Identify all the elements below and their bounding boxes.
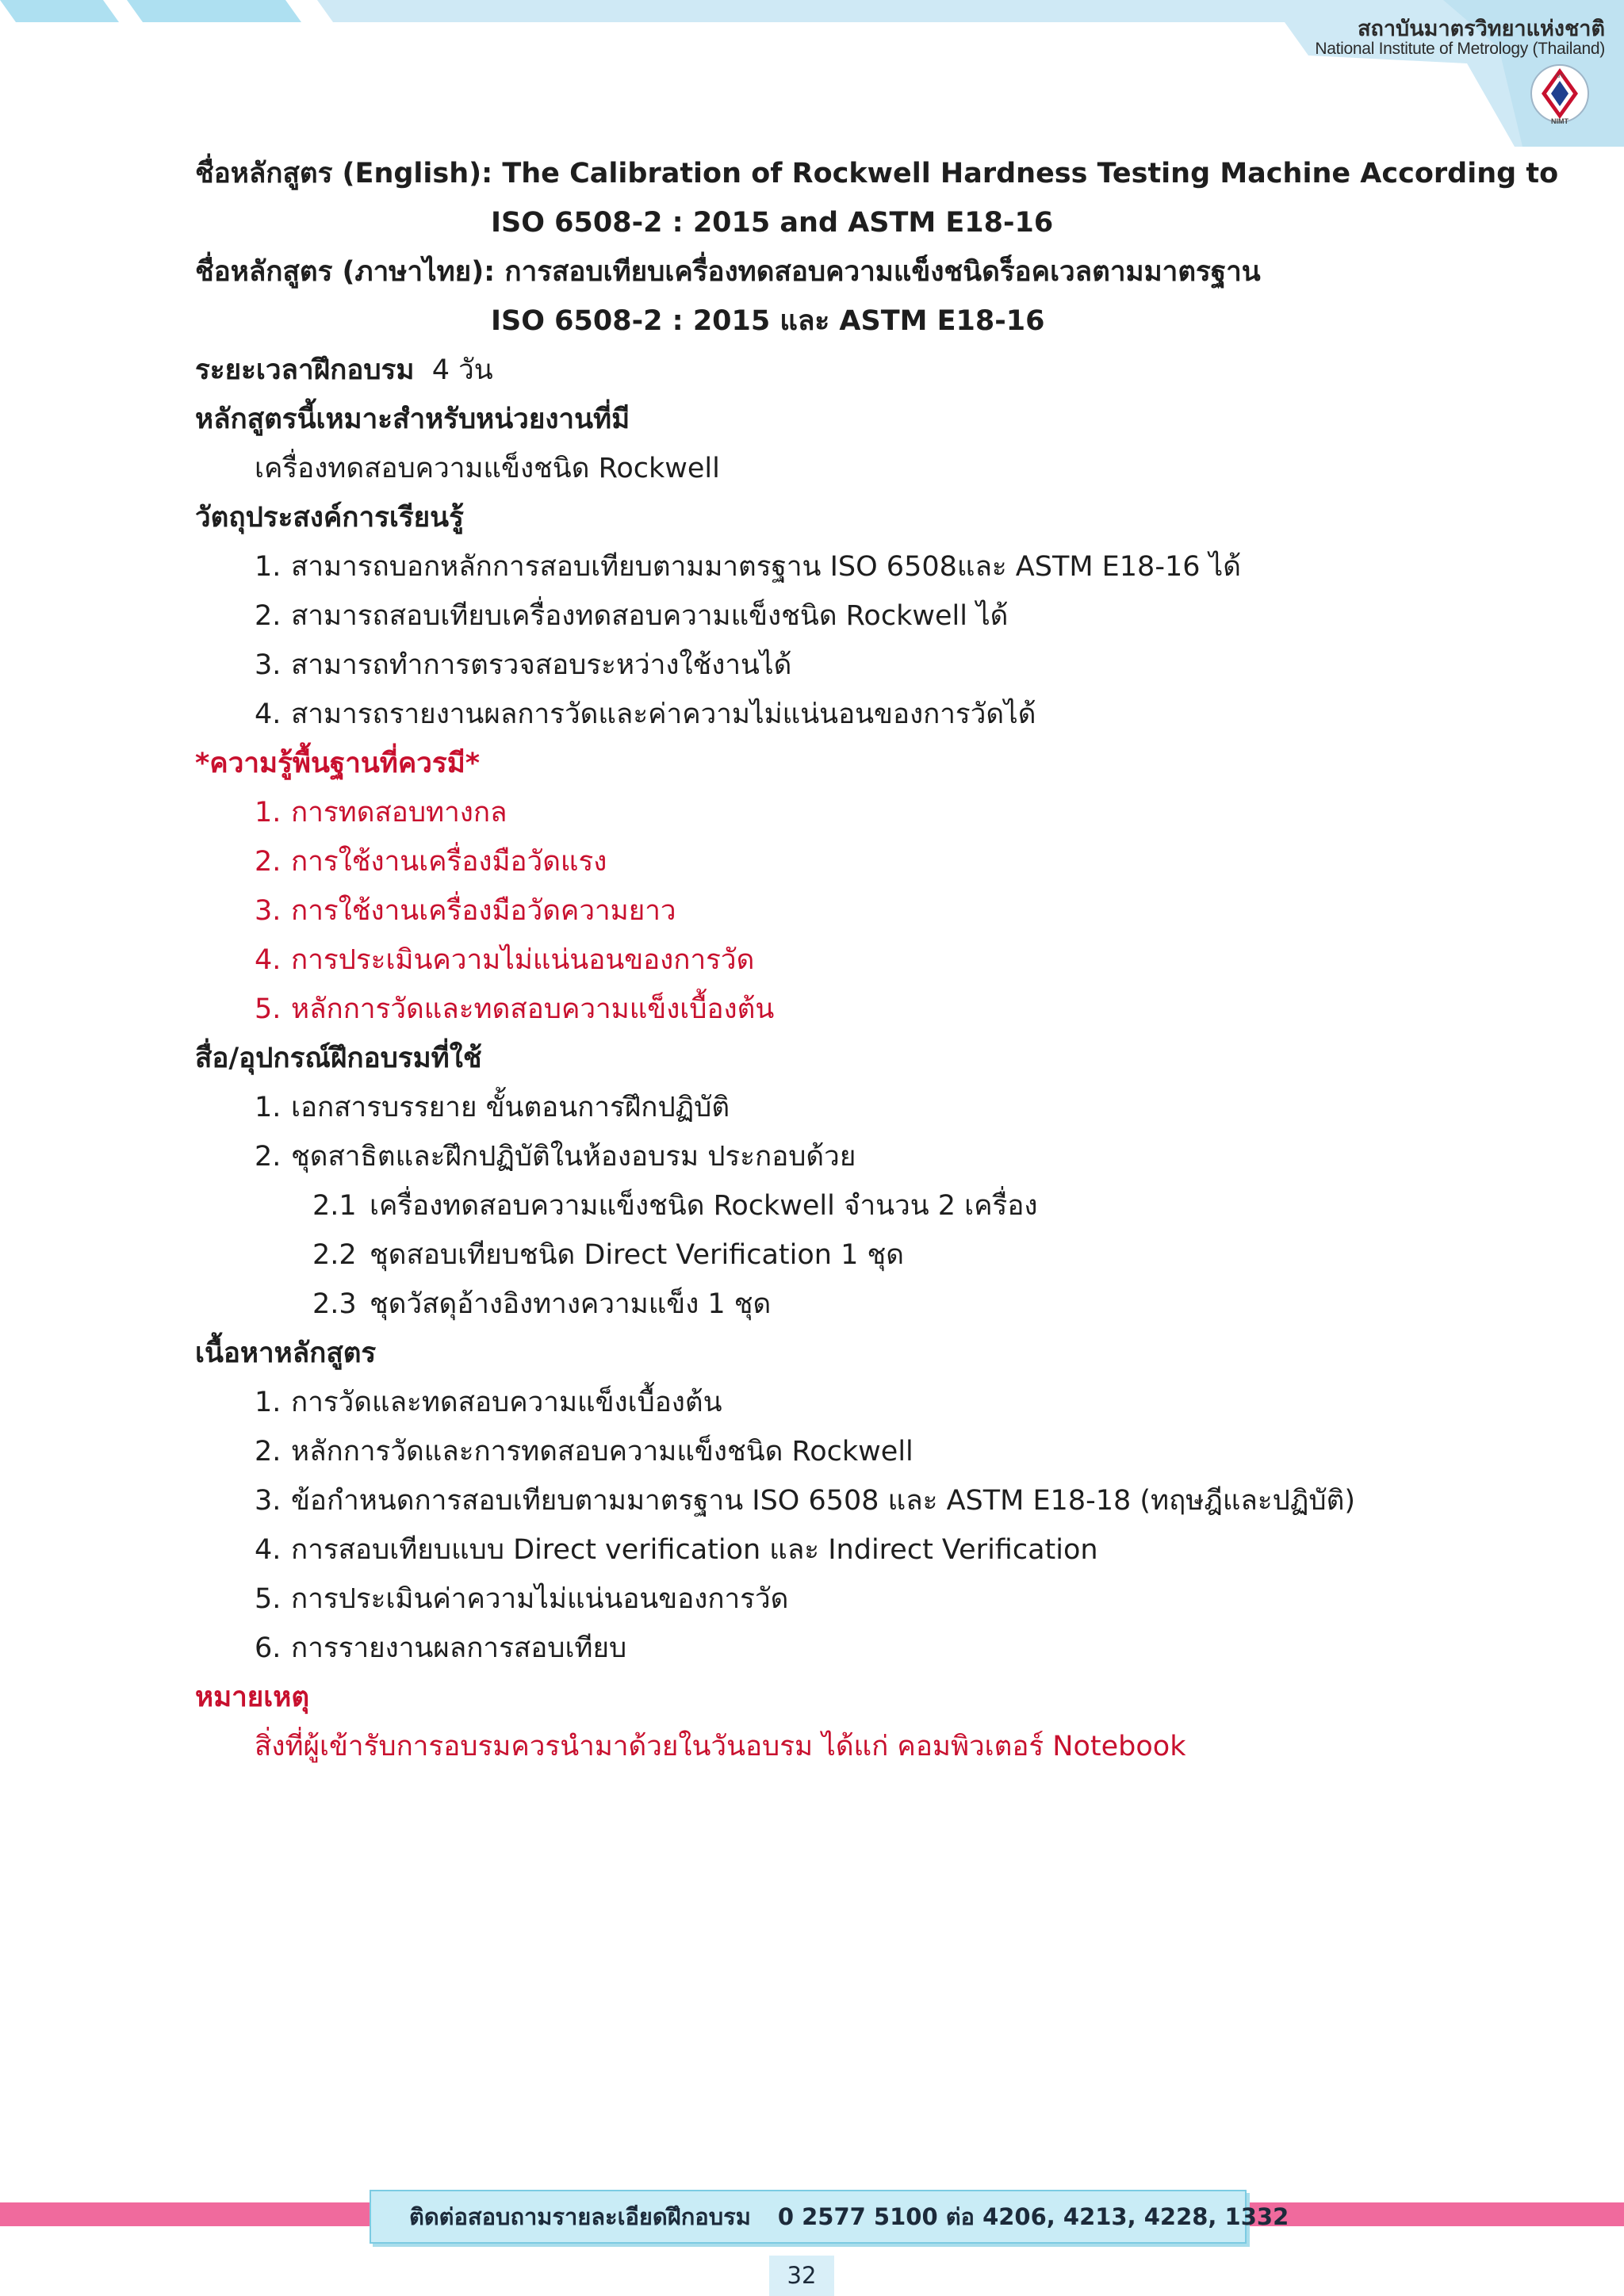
- list-text: ชุดสาธิตและฝึกปฏิบัติในห้องอบรม ประกอบด้วย: [291, 1141, 856, 1173]
- course-title-th: [195, 247, 1464, 297]
- list-number: 6.: [255, 1632, 282, 1664]
- list-text: สามารถทำการตรวจสอบระหว่างใช้งานได้: [291, 649, 792, 681]
- duration-value: 4 วัน: [431, 354, 493, 386]
- content-heading: เนื้อหาหลักสูตร: [195, 1337, 377, 1369]
- list-text: การสอบเทียบแบบ Direct verification และ Indirect Verification: [291, 1534, 1098, 1566]
- list-text: สามารถรายงานผลการวัดและค่าความไม่แน่นอนของการวัดได้: [291, 698, 1036, 730]
- list-number: 4.: [255, 1534, 282, 1566]
- list-item: [195, 1476, 1464, 1525]
- org-name-english: National Institute of Metrology (Thailand): [1315, 40, 1605, 58]
- list-text: การใช้งานเครื่องมือวัดแรง: [291, 846, 607, 878]
- course-title-en-line1: The Calibration of Rockwell Hardness Testing Machine According to: [502, 158, 1559, 189]
- list-text: การทดสอบทางกล: [291, 797, 508, 828]
- list-number: 2.: [255, 1141, 282, 1173]
- note-heading: หมายเหตุ: [195, 1682, 310, 1713]
- org-name-thai: สถาบันมาตรวิทยาแห่งชาติ: [1358, 17, 1605, 41]
- list-number: 2.: [255, 1436, 282, 1468]
- list-number: 2.: [255, 846, 282, 878]
- list-item: [195, 788, 1464, 837]
- list-number: 1.: [255, 1387, 282, 1418]
- prereq-heading: *ความรู้พื้นฐานที่ควรมี*: [195, 748, 481, 779]
- duration: [195, 346, 1464, 395]
- sub-list-item: [195, 1230, 1464, 1280]
- list-text: การรายงานผลการสอบเทียบ: [291, 1632, 627, 1664]
- list-item: [195, 1427, 1464, 1476]
- list-number: 3.: [255, 649, 282, 681]
- list-number: 5.: [255, 1583, 282, 1615]
- svg-text:มว: มว: [1556, 72, 1564, 79]
- list-number: 4.: [255, 698, 282, 730]
- course-title-th-label: ชื่อหลักสูตร (ภาษาไทย):: [195, 256, 496, 288]
- audience-heading: หลักสูตรนี้เหมาะสำหรับหน่วยงานที่มี: [195, 404, 630, 435]
- list-item: [195, 936, 1464, 985]
- media-heading: สื่อ/อุปกรณ์ฝึกอบรมที่ใช้: [195, 1043, 482, 1074]
- list-text: การประเมินความไม่แน่นอนของการวัด: [291, 944, 755, 976]
- course-title-en: [195, 149, 1559, 198]
- list-number: 2.2: [312, 1239, 357, 1271]
- course-details: [195, 149, 1559, 1771]
- list-text: หลักการวัดและการทดสอบความแข็งชนิด Rockwell: [291, 1436, 914, 1468]
- list-number: 2.: [255, 600, 282, 632]
- logo-caption: NIMT: [1551, 117, 1568, 125]
- list-number: 4.: [255, 944, 282, 976]
- objectives-heading: วัตถุประสงค์การเรียนรู้: [195, 502, 464, 534]
- list-number: 1.: [255, 551, 282, 583]
- contact-label: ติดต่อสอบถามรายละเอียดฝึกอบรม: [409, 2203, 751, 2230]
- list-text: เอกสารบรรยาย ขั้นตอนการฝึกปฏิบัติ: [291, 1092, 730, 1123]
- list-item: [195, 1525, 1464, 1575]
- course-title-en-line2: ISO 6508-2 : 2015 and ASTM E18-16: [491, 207, 1054, 239]
- list-item: [195, 837, 1464, 886]
- contact-phone: 0 2577 5100 ต่อ 4206, 4213, 4228, 1332: [777, 2203, 1289, 2230]
- list-number: 3.: [255, 895, 282, 927]
- course-title-th-line2: ISO 6508-2 : 2015 และ ASTM E18-16: [491, 305, 1045, 337]
- list-text: สามารถสอบเทียบเครื่องทดสอบความแข็งชนิด Rockwell ได้: [291, 600, 1009, 632]
- list-text: หลักการวัดและทดสอบความแข็งเบื้องต้น: [291, 993, 775, 1025]
- list-item: [195, 1083, 1464, 1132]
- list-item: [195, 542, 1464, 591]
- page-number: 32: [769, 2256, 834, 2296]
- list-number: 2.3: [312, 1288, 357, 1320]
- list-item: [195, 690, 1464, 739]
- contact-box: [370, 2190, 1289, 2244]
- list-number: 2.1: [312, 1190, 357, 1222]
- list-text: ชุดวัสดุอ้างอิงทางความแข็ง 1 ชุด: [370, 1288, 772, 1320]
- list-text: เครื่องทดสอบความแข็งชนิด Rockwell จำนวน 2 เครื่อง: [370, 1190, 1038, 1222]
- list-item: [195, 591, 1464, 641]
- list-number: 1.: [255, 1092, 282, 1123]
- sub-list-item: [195, 1280, 1464, 1329]
- duration-label: ระยะเวลาฝึกอบรม: [195, 354, 415, 386]
- list-number: 1.: [255, 797, 282, 828]
- list-item: [195, 641, 1464, 690]
- list-text: การประเมินค่าความไม่แน่นอนของการวัด: [291, 1583, 789, 1615]
- list-text: ข้อกำหนดการสอบเทียบตามมาตรฐาน ISO 6508 และ ASTM E18-18 (ทฤษฎีและปฏิบัติ): [291, 1485, 1355, 1517]
- list-item: [195, 1378, 1464, 1427]
- note-text: สิ่งที่ผู้เข้ารับการอบรมควรนำมาด้วยในวันอบรม ได้แก่ คอมพิวเตอร์ Notebook: [255, 1731, 1186, 1762]
- list-text: การวัดและทดสอบความแข็งเบื้องต้น: [291, 1387, 722, 1418]
- list-item: [195, 886, 1464, 936]
- list-item: [195, 1624, 1464, 1673]
- list-text: ชุดสอบเทียบชนิด Direct Verification 1 ชุด: [370, 1239, 904, 1271]
- list-item: [195, 1575, 1464, 1624]
- audience-text: เครื่องทดสอบความแข็งชนิด Rockwell: [255, 453, 720, 484]
- course-title-th-line1: การสอบเทียบเครื่องทดสอบความแข็งชนิดร็อคเวลตามมาตรฐาน: [504, 256, 1261, 288]
- course-title-en-label: ชื่อหลักสูตร (English):: [195, 158, 493, 189]
- sub-list-item: [195, 1181, 1464, 1230]
- list-item: [195, 1132, 1464, 1181]
- list-item: [195, 985, 1464, 1034]
- list-number: 3.: [255, 1485, 282, 1517]
- list-number: 5.: [255, 993, 282, 1025]
- list-text: การใช้งานเครื่องมือวัดความยาว: [291, 895, 676, 927]
- list-text: สามารถบอกหลักการสอบเทียบตามมาตรฐาน ISO 6508และ ASTM E18-16 ได้: [291, 551, 1241, 583]
